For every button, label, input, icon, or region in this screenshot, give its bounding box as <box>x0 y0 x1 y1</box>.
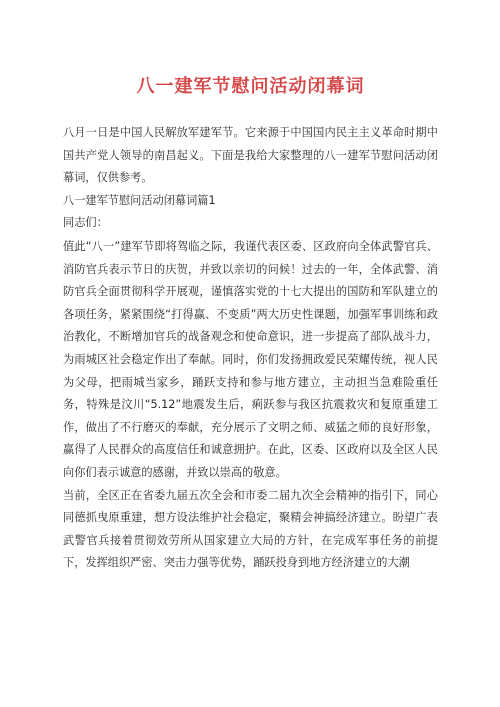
body-paragraph-2: 当前，全区正在省委九届五次全会和市委二届九次全会精神的指引下，同心同德抓曳原重建，想方设法维护社会稳定，聚精会神搞经济建立。盼望广表武警官兵接着贯彻效劳所从国家建立大局的方针，在完成军事任务的前提下，发挥组织严密、突击力强等优势，踊跃投身到地方经济建立的大潮 <box>63 488 438 570</box>
document-title: 八一建军节慰问活动闭幕词 <box>136 76 365 97</box>
section-heading: 八一建军节慰问活动闭幕词篇1 <box>63 193 216 207</box>
intro-paragraph: 八月一日是中国人民解放军建军节。它来源于中国国内民主主义革命时期中国共产党人领导的南昌起义。下面是我给大家整理的八一建军节慰问活动闭幕词，仅供参考。 <box>63 126 438 185</box>
greeting: 同志们： <box>63 216 108 230</box>
body-paragraph-1: 值此“八一”建军节即将驾临之际，我谨代表区委、区政府向全体武警官兵、消防官兵表示节日的庆贺，并致以亲切的问候！过去的一年，全体武警、消防官兵全面贯彻科学开展观，谨慎落实党的十七大提出的国防和军队建立的各项任务，紧紧围绕“打得赢、不变质”两大历史性课题，加强军事训练和政治教化，不断增加官兵的战备观念和使命意识，进一步提高了部队战斗力，为雨城区社会稳定作出了奉献。同时，你们发扬拥政爱民荣耀传统，视人民为父母，把雨城当家乡，踊跃支持和参与地方建立，主动担当急难险重任务，特殊是汶川“5.12”地震发生后，痢跃参与我区抗震救灾和复原重建工作，做出了不行磨灭的奉献，充分展示了文明之师、威猛之师的良好形象，赢得了人民群众的高度信任和诚意拥护。在此，区委、区政府以及全区人民向你们表示诚意的感谢，并致以崇高的敬意。 <box>63 239 438 479</box>
